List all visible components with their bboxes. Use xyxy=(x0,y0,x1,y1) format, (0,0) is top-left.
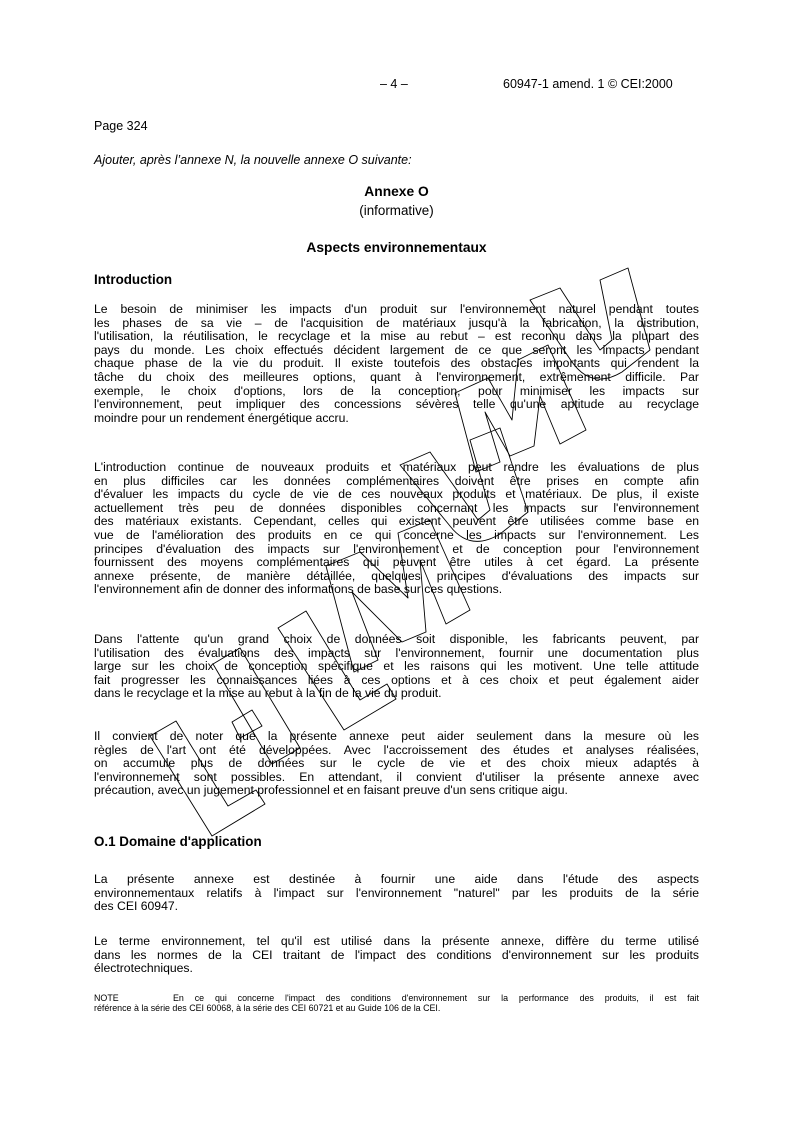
text-line: des matériaux existants. Cependant, celles qui existent peuvent être utilisées comme base en xyxy=(94,514,699,529)
text-line: d'évaluer les impacts du cycle de vie de ces nouveaux produits et matériaux. De plus, il existe xyxy=(94,487,699,502)
text-line: annexe présente, de manière détaillée, quelques principes d'évaluations des impacts sur xyxy=(94,568,699,583)
text-line: l'utilisation des évaluations des impacts sur l'environnement, fournir une documentation plus xyxy=(94,645,699,660)
text-line: en plus difficiles car les données complémentaires doivent être prises en compte afin xyxy=(94,473,699,488)
section-o1-paragraph-1 xyxy=(94,873,699,914)
text-line: exemple, le choix d'options, lors de la conception, pour minimiser les impacts sur xyxy=(94,383,699,398)
text-line: dans le recyclage et la mise au rebut à la fin de la vie du produit. xyxy=(94,686,442,701)
section-o1-paragraph-2 xyxy=(94,935,699,976)
text-line: L'introduction continue de nouveaux produits et matériaux peut rendre les évaluations de plus xyxy=(94,460,699,474)
text-line: Le besoin de minimiser les impacts d'un produit sur l'environnement naturel pendant toutes xyxy=(94,302,699,316)
text-line: Il convient de noter que la présente annexe peut aider seulement dans la mesure où les xyxy=(94,729,699,743)
text-line: large sur les choix de conception spécifique et les raisons qui les motivent. Une telle attitude xyxy=(94,659,699,674)
text-line: Dans l'attente qu'un grand choix de données soit disponible, les fabricants peuvent, par xyxy=(94,632,699,646)
text-line: vue de l'amélioration des produits en ce qui concerne les impacts sur l'environnement. Les xyxy=(94,527,699,542)
text-line: électrotechniques. xyxy=(94,961,193,976)
text-line: actuellement très peu de données disponibles concernant les impacts sur l'environnement xyxy=(94,500,699,515)
text-line: l'environnement sont possibles. En attendant, il convient d'utiliser la présente annexe avec xyxy=(94,769,699,784)
text-line: principes d'évaluation des impacts sur l'environnement et de conception pour l'environnement xyxy=(94,541,699,556)
introduction-paragraph-2 xyxy=(94,461,699,597)
text-line: La présente annexe est destinée à fournir une aide dans l'étude des aspects xyxy=(94,872,699,886)
text-line: dans les normes de la CEI traitant de l'impact des conditions d'environnement sur les produits xyxy=(94,947,699,962)
annex-subtitle: (informative) xyxy=(359,203,434,218)
text-line: pays du monde. Les choix effectués décident largement de ce que seront les impacts pendant xyxy=(94,342,699,357)
section-o1-note xyxy=(94,993,699,1014)
introduction-paragraph-3 xyxy=(94,633,699,701)
text-line: règles de l'art ont été développées. Avec l'accroissement des études et analyses réalisées, xyxy=(94,742,699,757)
text-line: des CEI 60947. xyxy=(94,899,179,914)
header-reference: 60947-1 amend. 1 © CEI:2000 xyxy=(503,77,673,91)
text-line: l'environnement, peut impliquer des concessions sévères telle qu'une aptitude au recyclage xyxy=(94,397,699,412)
text-line: référence à la série des CEI 60068, à la série des CEI 60721 et au Guide 106 de la CEI. xyxy=(94,1003,441,1014)
text-line: moindre pour un rendement énergétique accru. xyxy=(94,410,349,425)
text-line: chaque phase de la vie du produit. Il existe toutefois des obstacles importants qui rendent la xyxy=(94,356,699,371)
text-line: on accumule plus de données sur le cycle de vie et des choix mieux adaptés à xyxy=(94,756,699,771)
header-page-number: – 4 – xyxy=(380,77,408,91)
section-o1-heading: O.1 Domaine d'application xyxy=(94,834,262,849)
text-line: les phases de sa vie – de l'acquisition de matériaux jusqu'à la fabrication, la distribution, xyxy=(94,315,699,330)
text-line: environnementaux relatifs à l'impact sur l'environnement "naturel" par les produits de la série xyxy=(94,885,699,900)
page-reference: Page 324 xyxy=(94,119,148,133)
text-line: tâche du choix des meilleures options, quant à l'environnement, extrêmement difficile. Par xyxy=(94,369,699,384)
text-line: NOTE En ce qui concerne l'impact des conditions d'environnement sur la performance des produits, il est fait xyxy=(94,993,699,1003)
introduction-heading: Introduction xyxy=(94,272,173,287)
amendment-instruction: Ajouter, après l’annexe N, la nouvelle annexe O suivante: xyxy=(94,153,412,167)
introduction-paragraph-1 xyxy=(94,303,699,425)
text-line: l'utilisation, la réutilisation, le recyclage et la mise au rebut – est reconnu dans la plupart des xyxy=(94,329,699,344)
annex-title: Annexe O xyxy=(364,184,429,199)
text-line: l'environnement afin de donner des informations de base sur ces questions. xyxy=(94,582,503,597)
text-line: fait progresser les connaissances liées à ces options et à ces choix et peut également aider xyxy=(94,672,699,687)
text-line: précaution, avec un jugement professionnel et en faisant preuve d'un sens critique aigu. xyxy=(94,783,568,798)
text-line: fournissent des moyens complémentaires qui peuvent être utiles à cet égard. La présente xyxy=(94,555,699,570)
annex-main-title: Aspects environnementaux xyxy=(306,240,487,255)
introduction-paragraph-4 xyxy=(94,730,699,798)
text-line: Le terme environnement, tel qu'il est utilisé dans la présente annexe, diffère du terme utilisé xyxy=(94,934,699,948)
